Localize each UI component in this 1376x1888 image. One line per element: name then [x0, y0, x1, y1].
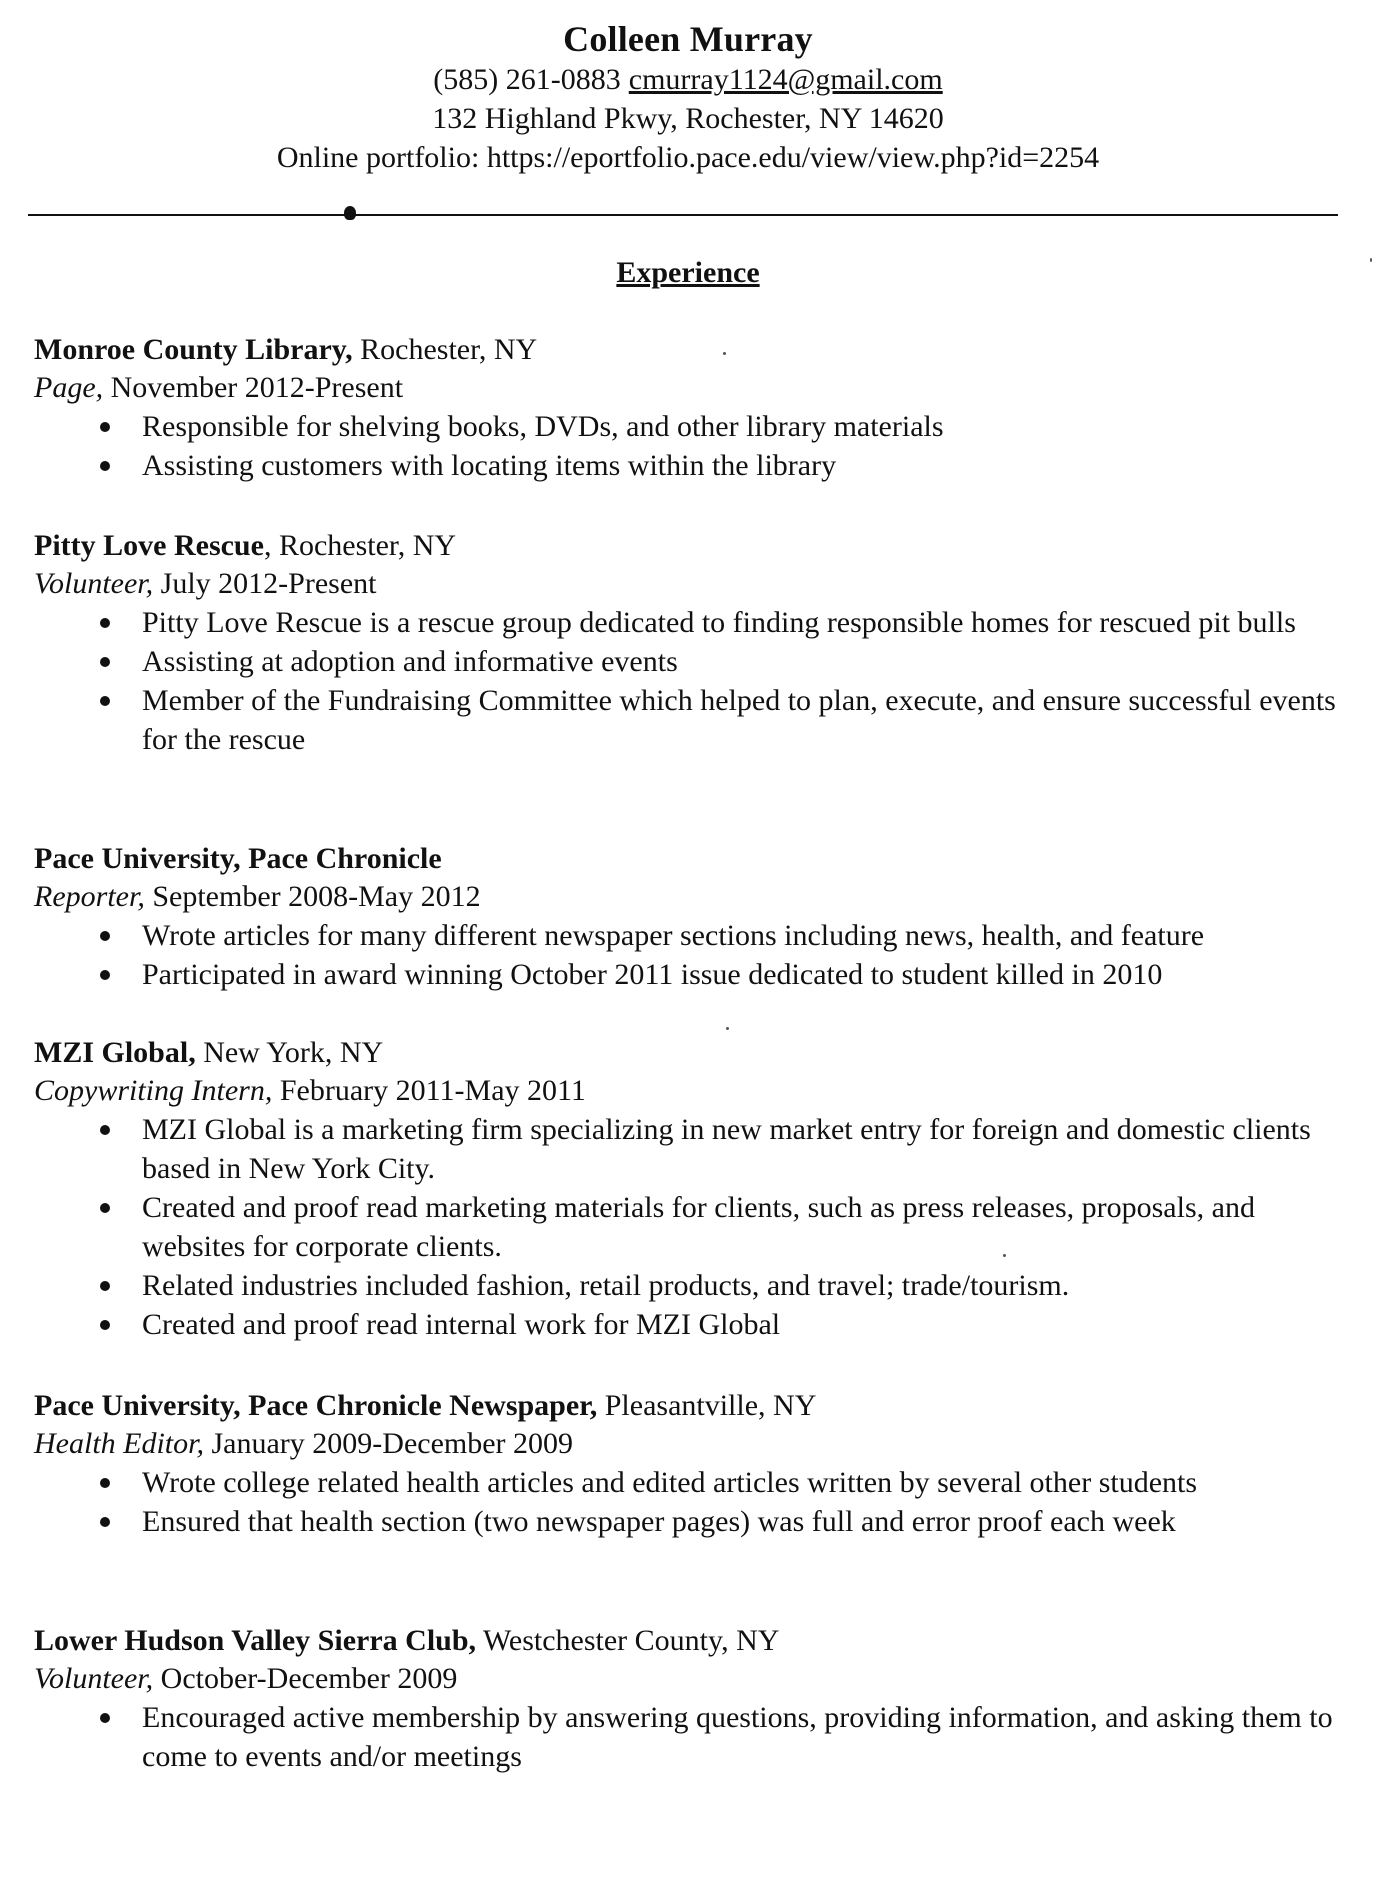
- bullet-list: [34, 916, 1344, 994]
- bullet-text: Responsible for shelving books, DVDs, and other library materials: [142, 410, 944, 443]
- bullet-text: Wrote college related health articles and edited articles written by several other students: [142, 1466, 1198, 1499]
- job-dates: October-December 2009: [153, 1662, 458, 1695]
- contact-line: [0, 60, 1376, 99]
- job-header: [34, 840, 1344, 878]
- job-entry: [34, 1387, 1344, 1541]
- job-header: [34, 1622, 1344, 1660]
- phone-number: (585) 261-0883: [433, 63, 621, 96]
- scan-speck: [1370, 258, 1372, 262]
- bullet-item: [34, 1698, 1344, 1776]
- scan-speck: [723, 352, 726, 355]
- bullet-icon: [100, 696, 110, 706]
- bullet-text: Encouraged active membership by answering questions, providing information, and asking them to come to events and/or meetings: [142, 1701, 1333, 1773]
- bullet-text: Created and proof read marketing materials for clients, such as press releases, proposals, and websites for corporate clients.: [142, 1191, 1255, 1263]
- bullet-text: Created and proof read internal work for MZI Global: [142, 1308, 781, 1341]
- role-line: [34, 1072, 1344, 1110]
- bullet-icon: [100, 1281, 110, 1291]
- job-entry: [34, 1034, 1344, 1344]
- bullet-text: Related industries included fashion, retail products, and travel; trade/tourism.: [142, 1269, 1070, 1302]
- bullet-list: [34, 603, 1344, 759]
- divider-mark: [344, 206, 356, 220]
- bullet-icon: [100, 618, 110, 628]
- job-header: [34, 1387, 1344, 1425]
- header-divider: [28, 214, 1338, 216]
- bullet-icon: [100, 422, 110, 432]
- bullet-icon: [100, 461, 110, 471]
- bullet-item: [34, 1110, 1344, 1188]
- bullet-item: [34, 446, 1344, 485]
- portfolio-link[interactable]: Online portfolio: https://eportfolio.pace.edu/view/view.php?id=2254: [276, 141, 1100, 174]
- scan-speck: [1003, 1254, 1006, 1257]
- bullet-text: Wrote articles for many different newspaper sections including news, health, and feature: [142, 919, 1205, 952]
- bullet-item: [34, 955, 1344, 994]
- bullet-item: [34, 1188, 1344, 1266]
- bullet-list: [34, 1698, 1344, 1776]
- bullet-icon: [100, 1320, 110, 1330]
- experience-heading: Experience: [616, 256, 760, 289]
- email-link[interactable]: cmurray1124@gmail.com: [628, 63, 943, 96]
- job-entry: [34, 1622, 1344, 1776]
- organization-name: Monroe County Library,: [34, 333, 353, 366]
- job-entry: [34, 331, 1344, 485]
- job-role: Volunteer,: [34, 567, 154, 600]
- job-dates: January 2009-December 2009: [204, 1427, 574, 1460]
- job-role: Page,: [34, 371, 104, 404]
- bullet-list: [34, 1110, 1344, 1344]
- resume-header: [0, 18, 1376, 177]
- job-role: Volunteer,: [34, 1662, 154, 1695]
- bullet-icon: [100, 1478, 110, 1488]
- bullet-item: [34, 1266, 1344, 1305]
- job-location: Westchester County, NY: [476, 1624, 780, 1657]
- bullet-list: [34, 1463, 1344, 1541]
- role-line: [34, 878, 1344, 916]
- job-header: [34, 527, 1344, 565]
- bullet-item: [34, 1305, 1344, 1344]
- organization-name: Pace University, Pace Chronicle Newspaper,: [34, 1389, 598, 1422]
- organization-name: MZI Global,: [34, 1036, 196, 1069]
- bullet-icon: [100, 1203, 110, 1213]
- bullet-item: [34, 681, 1344, 759]
- bullet-list: [34, 407, 1344, 485]
- job-location: New York, NY: [195, 1036, 384, 1069]
- job-location: , Rochester, NY: [263, 529, 457, 562]
- bullet-icon: [100, 970, 110, 980]
- job-location: Pleasantville, NY: [597, 1389, 817, 1422]
- bullet-text: Pitty Love Rescue is a rescue group dedicated to finding responsible homes for rescued pit bulls: [142, 606, 1296, 639]
- job-header: [34, 331, 1344, 369]
- role-line: [34, 369, 1344, 407]
- bullet-icon: [100, 1517, 110, 1527]
- bullet-text: Assisting customers with locating items within the library: [142, 449, 837, 482]
- job-header: [34, 1034, 1344, 1072]
- applicant-name: Colleen Murray: [563, 19, 813, 59]
- organization-name: Pace University, Pace Chronicle: [34, 842, 442, 875]
- job-dates: July 2012-Present: [153, 567, 377, 600]
- address: 132 Highland Pkwy, Rochester, NY 14620: [432, 102, 944, 135]
- bullet-icon: [100, 657, 110, 667]
- bullet-icon: [100, 1713, 110, 1723]
- role-line: [34, 1425, 1344, 1463]
- job-location: Rochester, NY: [352, 333, 538, 366]
- job-dates: February 2011-May 2011: [272, 1074, 586, 1107]
- organization-name: Pitty Love Rescue: [34, 529, 264, 562]
- bullet-text: MZI Global is a marketing firm specializing in new market entry for foreign and domestic clients based in New York City.: [142, 1113, 1311, 1185]
- job-dates: November 2012-Present: [103, 371, 404, 404]
- role-line: [34, 565, 1344, 603]
- scan-speck: [726, 1027, 729, 1030]
- bullet-item: [34, 1463, 1344, 1502]
- bullet-item: [34, 407, 1344, 446]
- bullet-icon: [100, 1125, 110, 1135]
- bullet-item: [34, 642, 1344, 681]
- role-line: [34, 1660, 1344, 1698]
- bullet-text: Participated in award winning October 2011 issue dedicated to student killed in 2010: [142, 958, 1163, 991]
- job-role: Reporter,: [34, 880, 145, 913]
- job-entry: [34, 840, 1344, 994]
- bullet-item: [34, 1502, 1344, 1541]
- bullet-icon: [100, 931, 110, 941]
- bullet-text: Assisting at adoption and informative events: [142, 645, 678, 678]
- job-entry: [34, 527, 1344, 759]
- job-role: Health Editor,: [34, 1427, 204, 1460]
- bullet-item: [34, 916, 1344, 955]
- bullet-text: Ensured that health section (two newspaper pages) was full and error proof each week: [142, 1505, 1176, 1538]
- organization-name: Lower Hudson Valley Sierra Club,: [34, 1624, 477, 1657]
- job-dates: September 2008-May 2012: [144, 880, 481, 913]
- job-role: Copywriting Intern,: [34, 1074, 273, 1107]
- bullet-text: Member of the Fundraising Committee which helped to plan, execute, and ensure successful events for the rescue: [142, 684, 1336, 756]
- bullet-item: [34, 603, 1344, 642]
